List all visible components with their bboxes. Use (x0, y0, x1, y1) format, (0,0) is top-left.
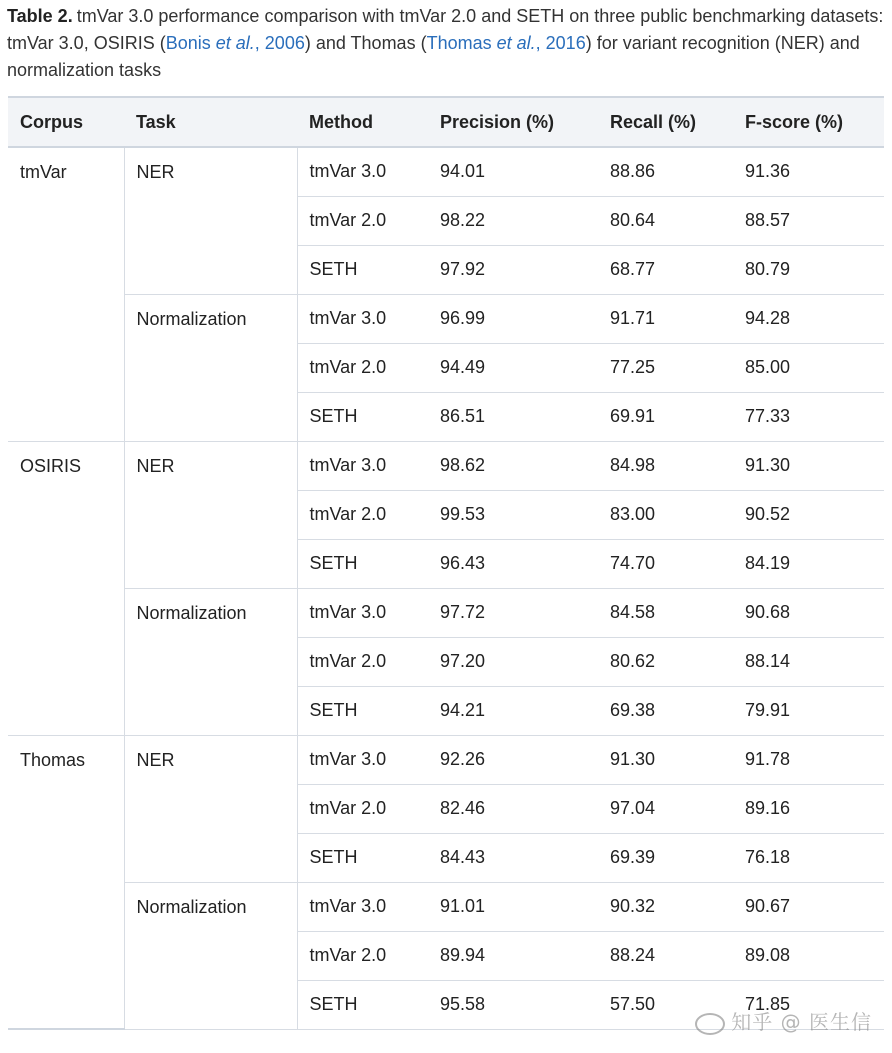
recall-cell: 69.39 (598, 833, 733, 882)
precision-cell: 95.58 (428, 980, 598, 1029)
ref2-year: , 2016 (535, 33, 586, 53)
precision-cell: 96.99 (428, 294, 598, 343)
header-precision: Precision (%) (428, 97, 598, 147)
precision-cell: 96.43 (428, 539, 598, 588)
recall-cell: 91.30 (598, 735, 733, 784)
task-cell: NER (124, 735, 297, 882)
method-cell: tmVar 2.0 (297, 490, 428, 539)
fscore-cell: 77.33 (733, 392, 884, 441)
header-recall: Recall (%) (598, 97, 733, 147)
header-corpus: Corpus (8, 97, 124, 147)
table-header-row (8, 97, 884, 147)
recall-cell: 91.71 (598, 294, 733, 343)
precision-cell: 94.01 (428, 147, 598, 196)
performance-table (8, 96, 884, 1030)
ref2-author: Thomas (426, 33, 492, 53)
fscore-cell: 79.91 (733, 686, 884, 735)
method-cell: tmVar 2.0 (297, 343, 428, 392)
recall-cell: 90.32 (598, 882, 733, 931)
watermark (695, 1006, 872, 1035)
recall-cell: 97.04 (598, 784, 733, 833)
method-cell: tmVar 2.0 (297, 931, 428, 980)
precision-cell: 84.43 (428, 833, 598, 882)
table-body (8, 147, 884, 1029)
caption-label: Table 2. (7, 6, 73, 26)
caption-text-2: ) and Thomas ( (304, 33, 427, 53)
table-row (8, 588, 884, 637)
recall-cell: 68.77 (598, 245, 733, 294)
precision-cell: 98.22 (428, 196, 598, 245)
fscore-cell: 94.28 (733, 294, 884, 343)
fscore-cell: 91.36 (733, 147, 884, 196)
fscore-cell: 85.00 (733, 343, 884, 392)
recall-cell: 74.70 (598, 539, 733, 588)
header-task: Task (124, 97, 297, 147)
method-cell: tmVar 3.0 (297, 882, 428, 931)
table-row (8, 735, 884, 784)
recall-cell: 83.00 (598, 490, 733, 539)
recall-cell: 77.25 (598, 343, 733, 392)
method-cell: SETH (297, 245, 428, 294)
fscore-cell: 90.52 (733, 490, 884, 539)
task-cell: Normalization (124, 882, 297, 1029)
recall-cell: 88.86 (598, 147, 733, 196)
fscore-cell: 88.14 (733, 637, 884, 686)
corpus-cell: tmVar (8, 147, 124, 441)
caption-text-3: ) for variant recognition (NER) and normalization tasks (7, 33, 860, 80)
fscore-cell: 88.57 (733, 196, 884, 245)
precision-cell: 94.49 (428, 343, 598, 392)
recall-cell: 69.38 (598, 686, 733, 735)
task-cell: Normalization (124, 294, 297, 441)
precision-cell: 89.94 (428, 931, 598, 980)
task-cell: NER (124, 441, 297, 588)
header-fscore: F-score (%) (733, 97, 884, 147)
watermark-text: 知乎 @ 医生信 (731, 1010, 872, 1034)
method-cell: SETH (297, 539, 428, 588)
recall-cell: 88.24 (598, 931, 733, 980)
method-cell: tmVar 3.0 (297, 735, 428, 784)
ref1-etal: et al. (215, 33, 255, 53)
corpus-cell: OSIRIS (8, 441, 124, 735)
fscore-cell: 80.79 (733, 245, 884, 294)
method-cell: tmVar 3.0 (297, 294, 428, 343)
fscore-cell: 89.16 (733, 784, 884, 833)
recall-cell: 57.50 (598, 980, 733, 1029)
method-cell: tmVar 3.0 (297, 147, 428, 196)
fscore-cell: 84.19 (733, 539, 884, 588)
method-cell: SETH (297, 392, 428, 441)
task-cell: NER (124, 147, 297, 294)
table-row (8, 882, 884, 931)
precision-cell: 86.51 (428, 392, 598, 441)
precision-cell: 97.20 (428, 637, 598, 686)
recall-cell: 80.62 (598, 637, 733, 686)
method-cell: tmVar 2.0 (297, 196, 428, 245)
ref1-year: , 2006 (254, 33, 305, 53)
precision-cell: 91.01 (428, 882, 598, 931)
recall-cell: 80.64 (598, 196, 733, 245)
corpus-cell: Thomas (8, 735, 124, 1029)
precision-cell: 94.21 (428, 686, 598, 735)
fscore-cell: 71.85 (733, 980, 884, 1029)
method-cell: SETH (297, 833, 428, 882)
table-row (8, 441, 884, 490)
fscore-cell: 90.68 (733, 588, 884, 637)
task-cell: Normalization (124, 588, 297, 735)
table-row (8, 294, 884, 343)
precision-cell: 99.53 (428, 490, 598, 539)
wechat-icon (695, 1013, 725, 1035)
fscore-cell: 91.78 (733, 735, 884, 784)
precision-cell: 98.62 (428, 441, 598, 490)
method-cell: tmVar 3.0 (297, 588, 428, 637)
ref-link-bonis[interactable] (166, 33, 305, 53)
fscore-cell: 89.08 (733, 931, 884, 980)
ref1-author: Bonis (165, 33, 211, 53)
method-cell: tmVar 2.0 (297, 784, 428, 833)
ref2-etal: et al. (496, 33, 536, 53)
method-cell: tmVar 2.0 (297, 637, 428, 686)
method-cell: tmVar 3.0 (297, 441, 428, 490)
method-cell: SETH (297, 980, 428, 1029)
table-caption (7, 3, 887, 84)
recall-cell: 84.98 (598, 441, 733, 490)
fscore-cell: 91.30 (733, 441, 884, 490)
recall-cell: 69.91 (598, 392, 733, 441)
caption-text-1: tmVar 3.0 performance comparison with tmVar 2.0 and SETH on three public benchmarking datasets: tmVar 3.0, OSIRIS ( (7, 6, 884, 53)
fscore-cell: 90.67 (733, 882, 884, 931)
method-cell: SETH (297, 686, 428, 735)
header-method: Method (297, 97, 428, 147)
precision-cell: 92.26 (428, 735, 598, 784)
precision-cell: 97.92 (428, 245, 598, 294)
precision-cell: 82.46 (428, 784, 598, 833)
fscore-cell: 76.18 (733, 833, 884, 882)
precision-cell: 97.72 (428, 588, 598, 637)
ref-link-thomas[interactable] (427, 33, 586, 53)
recall-cell: 84.58 (598, 588, 733, 637)
table-row (8, 147, 884, 196)
